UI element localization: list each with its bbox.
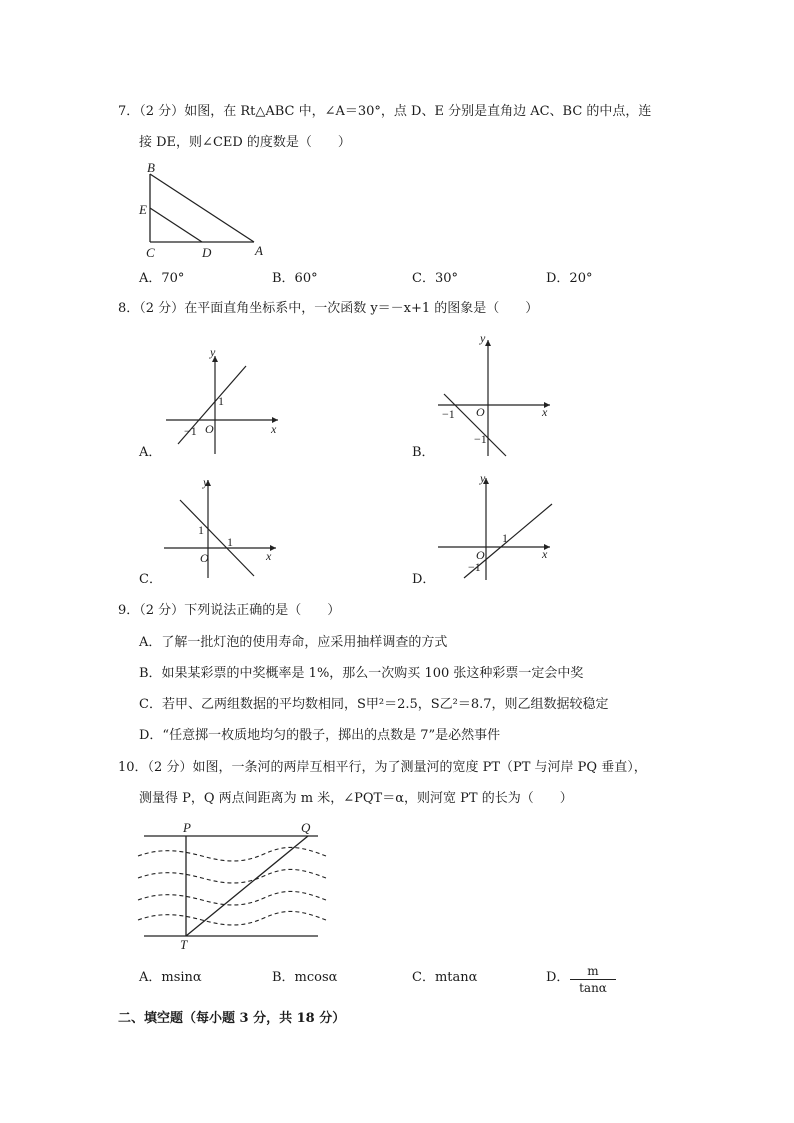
origin-label: O xyxy=(476,548,485,562)
axis-x-label: x xyxy=(271,422,277,436)
q7-stem-line2: 接 DE，则∠CED 的度数是（ ） xyxy=(139,135,351,150)
q10-stem-line1 xyxy=(118,760,647,776)
section2-title: 二、填空题（每小题 3 分，共 18 分） xyxy=(118,1011,346,1026)
q8-score: （2 分） xyxy=(139,301,185,316)
side-ba xyxy=(150,174,254,242)
origin-label: O xyxy=(205,422,214,436)
label-q: Q xyxy=(301,820,311,835)
axis-y-label: y xyxy=(210,345,216,359)
q10-option-b[interactable]: B．mcosα xyxy=(272,970,338,985)
function-line-b xyxy=(444,394,506,456)
q9-stem-text: 下列说法正确的是（ ） xyxy=(184,603,341,618)
q9-stem xyxy=(118,603,340,619)
q10-option-d-prefix: D． xyxy=(546,970,570,985)
fraction-numerator: m xyxy=(570,964,616,980)
axis-x-label: x xyxy=(542,547,548,561)
q7-option-b[interactable]: B．60° xyxy=(272,271,318,286)
q8-number: 8． xyxy=(118,301,140,316)
q10-score: （2 分） xyxy=(147,760,193,775)
axis-y-label: y xyxy=(203,475,209,489)
label-t: T xyxy=(180,937,188,952)
q7-stem-line1 xyxy=(118,104,651,120)
q8-graph-a xyxy=(160,344,290,464)
fraction-denominator: tanα xyxy=(579,981,607,995)
q8-option-a[interactable]: A． xyxy=(139,445,162,460)
axis-y-label: y xyxy=(480,471,486,485)
q8-graph-c xyxy=(160,474,290,584)
mark-y: −1 xyxy=(474,432,487,446)
axis-y-label: y xyxy=(480,331,486,345)
function-line-c xyxy=(180,500,254,576)
q8-option-b[interactable]: B． xyxy=(412,445,435,460)
q7-option-a[interactable]: A．70° xyxy=(139,271,185,286)
q9-option-a[interactable]: A．了解一批灯泡的使用寿命，应采用抽样调查的方式 xyxy=(139,635,448,650)
label-e: E xyxy=(139,202,147,217)
segment-qt xyxy=(186,836,308,936)
q8-option-c[interactable]: C． xyxy=(139,572,162,587)
q8-graph-d xyxy=(434,470,564,585)
mark-y: 1 xyxy=(198,523,204,537)
q8-stem-text: 在平面直角坐标系中，一次函数 y＝－x+1 的图象是（ ） xyxy=(184,301,539,316)
q9-number: 9． xyxy=(118,603,140,618)
q10-option-c[interactable]: C．mtanα xyxy=(412,970,478,985)
label-b: B xyxy=(147,160,155,175)
mark-y: −1 xyxy=(468,560,481,574)
q10-option-d[interactable] xyxy=(546,970,569,986)
label-p: P xyxy=(183,820,191,835)
label-c: C xyxy=(146,245,155,260)
q10-option-d-fraction xyxy=(570,964,616,995)
axis-x-label: x xyxy=(266,549,272,563)
q8-option-d[interactable]: D． xyxy=(412,572,436,587)
q10-stem-line2: 测量得 P，Q 两点间距离为 m 米，∠PQT＝α，则河宽 PT 的长为（ ） xyxy=(139,791,573,806)
q9-option-d[interactable]: D．“任意掷一枚质地均匀的骰子，掷出的点数是 7”是必然事件 xyxy=(139,728,501,743)
q7-triangle-figure xyxy=(138,160,273,262)
q9-option-c[interactable]: C．若甲、乙两组数据的平均数相同，S甲²＝2.5，S乙²＝8.7，则乙组数据较稳定 xyxy=(139,697,609,712)
mark-x: 1 xyxy=(227,535,233,549)
mark-x: −1 xyxy=(442,407,455,421)
segment-de xyxy=(150,208,202,242)
mark-x: −1 xyxy=(184,424,197,438)
label-d: D xyxy=(202,245,212,260)
axis-x-label: x xyxy=(542,405,548,419)
q10-option-a[interactable]: A．msinα xyxy=(139,970,202,985)
q10-river-figure xyxy=(130,820,330,952)
q7-number: 7． xyxy=(118,104,140,119)
q7-stem-text1: 如图，在 Rt△ABC 中，∠A＝30°，点 D、E 分别是直角边 AC、BC 的中点，连 xyxy=(184,104,652,119)
q8-graph-b xyxy=(434,330,564,460)
q8-stem xyxy=(118,301,538,317)
q10-stem-text1: 如图，一条河的两岸互相平行，为了测量河的宽度 PT（PT 与河岸 PQ 垂直）， xyxy=(192,760,647,775)
origin-label: O xyxy=(200,551,209,565)
water-waves xyxy=(138,847,326,925)
q7-score: （2 分） xyxy=(139,104,185,119)
q7-option-d[interactable]: D．20° xyxy=(546,271,593,286)
q7-option-c[interactable]: C．30° xyxy=(412,271,458,286)
mark-y: 1 xyxy=(218,394,224,408)
label-a: A xyxy=(255,243,263,258)
q9-option-b[interactable]: B．如果某彩票的中奖概率是 1%，那么一次购买 100 张这种彩票一定会中奖 xyxy=(139,666,584,681)
origin-label: O xyxy=(476,405,485,419)
q9-score: （2 分） xyxy=(139,603,185,618)
mark-x: 1 xyxy=(502,531,508,545)
q10-number: 10． xyxy=(118,760,148,775)
